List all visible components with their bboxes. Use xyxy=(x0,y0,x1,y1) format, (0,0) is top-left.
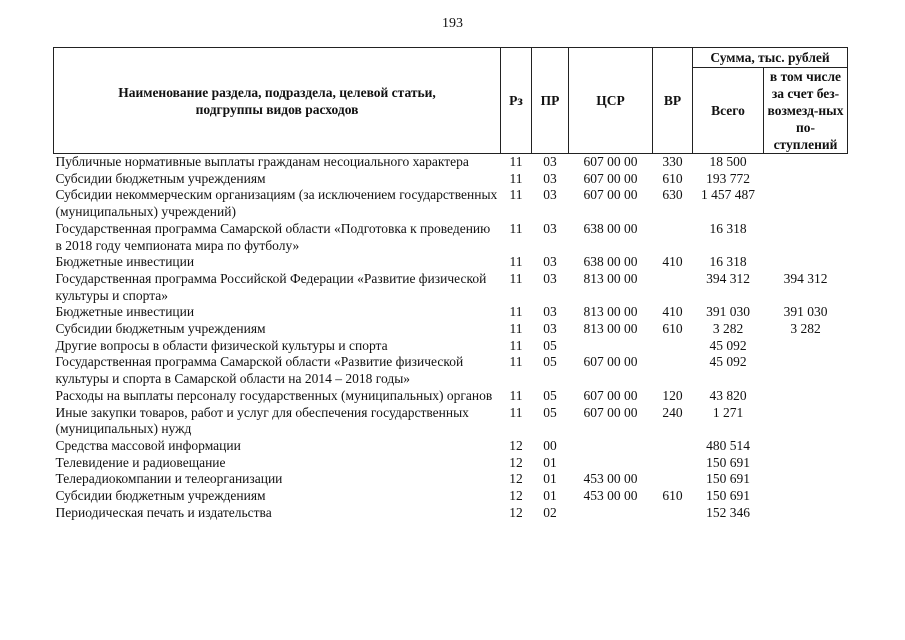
row-pr: 05 xyxy=(543,354,557,370)
row-rz: 11 xyxy=(509,387,523,403)
row-csr: 453 00 00 xyxy=(583,471,638,487)
row-free xyxy=(764,221,848,254)
row-total: 45 092 xyxy=(709,354,747,370)
table-row xyxy=(54,405,848,438)
row-csr: 638 00 00 xyxy=(583,254,638,270)
row-free xyxy=(764,388,848,405)
table-body xyxy=(54,154,848,522)
row-free xyxy=(764,187,848,220)
row-name: Средства массовой информации xyxy=(55,437,241,453)
table-row xyxy=(54,171,848,188)
row-total: 16 318 xyxy=(709,220,747,236)
row-name: Другие вопросы в области физической культуры и спорта xyxy=(55,337,388,353)
row-vr xyxy=(653,338,693,355)
row-vr: 330 xyxy=(662,154,683,169)
row-pr: 01 xyxy=(543,454,557,470)
table-row xyxy=(54,271,848,304)
header-total: Всего xyxy=(693,68,764,154)
header-sum-group: Сумма, тыс. рублей xyxy=(693,48,848,68)
row-free xyxy=(764,505,848,522)
row-rz: 11 xyxy=(509,354,523,370)
table-row xyxy=(54,354,848,387)
row-total: 391 030 xyxy=(706,304,750,320)
row-free: 394 312 xyxy=(783,270,828,286)
row-csr: 607 00 00 xyxy=(583,354,638,370)
table-header xyxy=(54,48,848,154)
row-free xyxy=(764,338,848,355)
row-csr xyxy=(569,505,653,522)
row-name: Субсидии бюджетным учреждениям xyxy=(55,488,266,504)
row-name: Телерадиокомпании и телеорганизации xyxy=(55,471,283,487)
row-rz: 12 xyxy=(509,504,523,520)
row-total: 45 092 xyxy=(709,337,747,353)
row-csr: 453 00 00 xyxy=(583,488,638,504)
row-name: Бюджетные инвестиции xyxy=(55,254,195,270)
header-vr: ВР xyxy=(653,48,693,154)
row-vr xyxy=(653,221,693,254)
row-free xyxy=(764,438,848,455)
table-row xyxy=(54,304,848,321)
row-vr: 610 xyxy=(662,488,683,504)
row-name: Государственная программа Российской Федерации «Развитие физической культуры и спорта» xyxy=(55,270,487,303)
row-vr xyxy=(653,455,693,472)
row-pr: 03 xyxy=(543,304,557,320)
row-total: 18 500 xyxy=(709,154,747,169)
row-vr: 120 xyxy=(662,387,683,403)
row-pr: 03 xyxy=(543,254,557,270)
row-pr: 05 xyxy=(543,404,557,420)
row-rz: 12 xyxy=(509,471,523,487)
row-vr xyxy=(653,471,693,488)
row-name: Периодическая печать и издательства xyxy=(55,504,272,520)
table-row xyxy=(54,438,848,455)
row-total: 43 820 xyxy=(709,387,747,403)
row-pr: 03 xyxy=(543,154,557,169)
table-row xyxy=(54,254,848,271)
row-vr xyxy=(653,438,693,455)
row-name: Бюджетные инвестиции xyxy=(55,304,195,320)
row-total: 150 691 xyxy=(706,454,750,470)
row-pr: 01 xyxy=(543,471,557,487)
row-csr: 607 00 00 xyxy=(583,187,638,203)
row-csr xyxy=(569,338,653,355)
row-free xyxy=(764,488,848,505)
row-pr: 03 xyxy=(543,321,557,337)
header-pr: ПР xyxy=(532,48,569,154)
row-name: Субсидии бюджетным учреждениям xyxy=(55,321,266,337)
row-csr: 813 00 00 xyxy=(583,304,638,320)
row-pr: 03 xyxy=(543,220,557,236)
row-free xyxy=(764,405,848,438)
row-rz: 11 xyxy=(509,404,523,420)
row-rz: 11 xyxy=(509,187,523,203)
row-total: 1 271 xyxy=(712,404,744,420)
row-total: 394 312 xyxy=(706,270,750,286)
row-free xyxy=(764,171,848,188)
page-number: 193 xyxy=(442,16,463,31)
row-total: 1 457 487 xyxy=(701,187,755,203)
row-rz: 11 xyxy=(509,337,523,353)
row-name: Субсидии бюджетным учреждениям xyxy=(55,170,266,186)
row-total: 193 772 xyxy=(706,170,750,186)
row-total: 150 691 xyxy=(706,488,750,504)
row-pr: 02 xyxy=(543,504,557,520)
table-row xyxy=(54,388,848,405)
row-rz: 12 xyxy=(509,488,523,504)
row-pr: 03 xyxy=(543,170,557,186)
table-row xyxy=(54,488,848,505)
row-total: 16 318 xyxy=(709,254,747,270)
row-rz: 12 xyxy=(509,454,523,470)
row-rz: 11 xyxy=(509,270,523,286)
row-free xyxy=(764,455,848,472)
row-name: Государственная программа Самарской области «Подготовка к проведению в 2018 году чемпионата мира по футболу» xyxy=(55,220,491,253)
row-name: Расходы на выплаты персоналу государственных (муниципальных) органов xyxy=(55,387,493,403)
row-free xyxy=(764,254,848,271)
row-rz: 11 xyxy=(509,254,523,270)
row-rz: 11 xyxy=(509,170,523,186)
row-name: Публичные нормативные выплаты гражданам несоциального характера xyxy=(55,154,469,169)
row-vr: 610 xyxy=(662,170,683,186)
row-csr: 607 00 00 xyxy=(583,154,638,169)
row-csr: 813 00 00 xyxy=(583,270,638,286)
row-csr: 607 00 00 xyxy=(583,387,638,403)
row-total: 480 514 xyxy=(706,437,750,453)
row-vr: 630 xyxy=(662,187,683,203)
row-total: 150 691 xyxy=(706,471,750,487)
row-csr: 607 00 00 xyxy=(583,404,638,420)
header-rz: Рз xyxy=(501,48,532,154)
row-rz: 11 xyxy=(509,321,523,337)
row-pr: 00 xyxy=(543,437,557,453)
row-pr: 03 xyxy=(543,270,557,286)
row-csr: 813 00 00 xyxy=(583,321,638,337)
table-row xyxy=(54,187,848,220)
row-free xyxy=(764,471,848,488)
row-vr xyxy=(653,354,693,387)
row-free xyxy=(764,154,848,171)
header-csr: ЦСР xyxy=(569,48,653,154)
row-csr xyxy=(569,438,653,455)
table-row xyxy=(54,505,848,522)
row-vr: 610 xyxy=(662,321,683,337)
row-rz: 11 xyxy=(509,304,523,320)
row-name: Государственная программа Самарской области «Развитие физической культуры и спорта в Самарской области на 2014 – 2018 годы» xyxy=(55,354,464,387)
table-row xyxy=(54,338,848,355)
header-name: Наименование раздела, подраздела, целевой статьи, подгруппы видов расходов xyxy=(54,48,501,154)
budget-table xyxy=(53,47,848,521)
row-vr: 410 xyxy=(662,304,683,320)
row-pr: 05 xyxy=(543,337,557,353)
row-pr: 03 xyxy=(543,187,557,203)
table-row xyxy=(54,221,848,254)
row-csr: 607 00 00 xyxy=(583,170,638,186)
row-free: 3 282 xyxy=(790,321,821,337)
row-name: Субсидии некоммерческим организациям (за исключением государственных (муниципальных) учреждений) xyxy=(55,187,498,220)
row-total: 3 282 xyxy=(712,321,744,337)
row-vr xyxy=(653,505,693,522)
row-csr xyxy=(569,455,653,472)
row-rz: 11 xyxy=(509,220,523,236)
table-row xyxy=(54,471,848,488)
row-pr: 05 xyxy=(543,387,557,403)
row-rz: 12 xyxy=(509,437,523,453)
row-free xyxy=(764,354,848,387)
table-row xyxy=(54,321,848,338)
row-name: Иные закупки товаров, работ и услуг для обеспечения государственных (муниципальных) нужд xyxy=(55,404,469,437)
table-row xyxy=(54,154,848,171)
row-rz: 11 xyxy=(509,154,523,169)
row-free: 391 030 xyxy=(783,304,828,320)
row-name: Телевидение и радиовещание xyxy=(55,454,226,470)
row-csr: 638 00 00 xyxy=(583,220,638,236)
row-total: 152 346 xyxy=(706,504,750,520)
row-vr: 240 xyxy=(662,404,683,420)
row-vr: 410 xyxy=(662,254,683,270)
row-pr: 01 xyxy=(543,488,557,504)
header-of-which: в том числе за счет без-возмезд-ных по-ступлений xyxy=(764,68,848,154)
table-row xyxy=(54,455,848,472)
row-vr xyxy=(653,271,693,304)
